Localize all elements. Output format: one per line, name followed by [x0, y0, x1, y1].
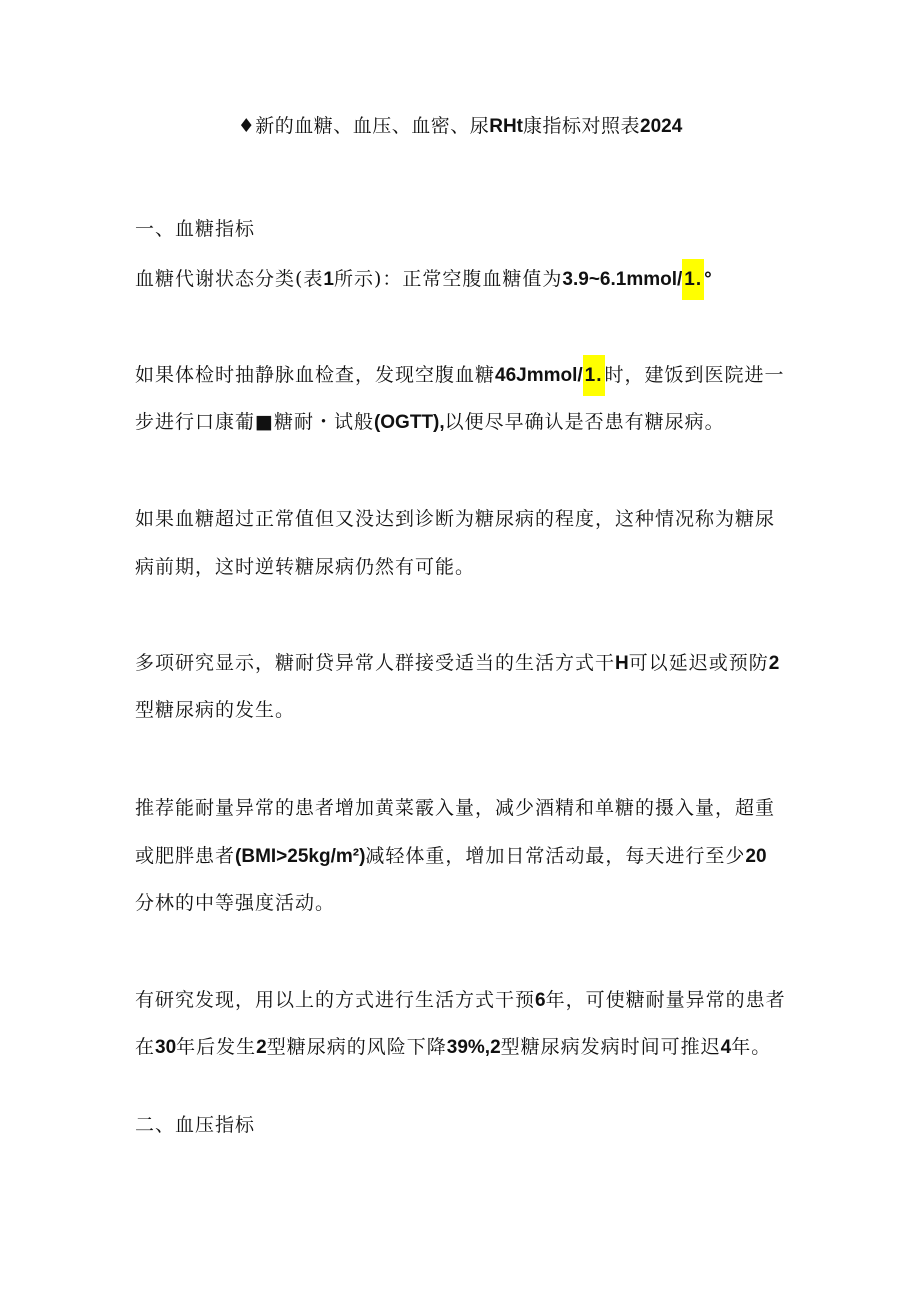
paragraph-2-line-2 [135, 409, 795, 436]
title-prefix: ♦新的血糖、血压、血密、尿 [237, 115, 490, 137]
p5-text-pre: 或肥胖患者 [135, 845, 236, 867]
p1-glucose-value: 3.9~6.1mmol/ [562, 269, 683, 290]
p6-l2-text-b: 年后发生 [176, 1036, 257, 1058]
paragraph-2-line-1 [135, 362, 795, 389]
paragraph-3-line-2: 病前期，这时逆转糖尿病仍然有可能。 [135, 556, 476, 578]
paragraph-4-line-1 [135, 650, 795, 677]
section-heading-blood-sugar: 一、血糖指标 [135, 218, 256, 240]
title-bold-text: RHt [489, 116, 524, 137]
section-heading-blood-pressure: 二、血压指标 [135, 1114, 256, 1136]
p2-text-tail: 时，建饭到医院进一 [604, 364, 785, 386]
p6-l2-text-a: 在 [135, 1036, 156, 1058]
p6-text-pre: 有研究发现，用以上的方式进行生活方式干预 [135, 989, 536, 1011]
p5-bmi-text: (BMI>25kg/m²) [235, 846, 366, 867]
document-title [0, 113, 920, 140]
p6-l2-text-c: 型糖尿病的风险下降 [266, 1036, 447, 1058]
p6-l2-text-e: 年。 [731, 1036, 772, 1058]
paragraph-5-line-1: 推荐能耐量异常的患者增加黄菜霰入量，减少酒精和单糖的摄入量，超重 [135, 797, 776, 819]
paragraph-4-line-2: 型糖尿病的发生。 [135, 699, 296, 721]
paragraph-5-line-3: 分林的中等强度活动。 [135, 892, 336, 914]
paragraph-3-line-1: 如果血糖超过正常值但又没达到诊断为糖尿病的程度，这种情况称为糖尿 [135, 508, 776, 530]
p1-table-number: 1 [323, 269, 334, 290]
p2-highlighted-text: 1. [583, 355, 605, 396]
p4-bold-letter: H [615, 653, 629, 674]
title-middle: 康指标对照表 [523, 115, 641, 137]
p6-l2-percent: 39%,2 [446, 1037, 501, 1058]
paragraph-6-line-1 [135, 987, 795, 1014]
p2-text-pre: 如果体检时抽静脉血检查，发现空腹血糖 [135, 364, 496, 386]
p2-line2-tail: 以便尽早确认是否患有糖尿病。 [444, 411, 725, 433]
p2-glucose-value: 46Jmmol/ [495, 365, 583, 386]
paragraph-5-line-2 [135, 843, 795, 870]
p4-text-pre: 多项研究显示，糖耐贷异常人群接受适当的生活方式干 [135, 652, 616, 674]
p1-text-tail: ° [704, 269, 712, 290]
p6-l2-number-30: 30 [155, 1037, 177, 1058]
p5-text-mid: 减轻体重，增加日常活动最，每天进行至少 [365, 845, 746, 867]
title-year: 2024 [640, 116, 683, 137]
p1-highlighted-text: 1. [682, 259, 704, 300]
p6-l2-number-4: 4 [720, 1037, 732, 1058]
paragraph-6-line-2 [135, 1034, 795, 1061]
paragraph-normal-fasting-glucose [135, 266, 795, 293]
p6-l2-number-2: 2 [256, 1037, 267, 1058]
p1-text-pre: 血糖代谢状态分类(表 [135, 268, 324, 290]
p4-text-mid: 可以延迟或预防 [628, 652, 769, 674]
p6-l2-text-d: 型糖尿病发病时间可推迟 [500, 1036, 721, 1058]
p4-type-number: 2 [768, 653, 780, 674]
p5-minutes-number: 20 [745, 846, 767, 867]
p2-line2-pre: 步进行口康葡■糖耐・试般 [135, 411, 374, 433]
p1-text-mid: 所示)：正常空腹血糖值为 [334, 268, 563, 290]
p2-ogtt-text: (OGTT), [373, 412, 445, 433]
p6-years-number: 6 [535, 990, 546, 1011]
p6-text-tail: 年，可使糖耐量异常的患者 [545, 989, 786, 1011]
